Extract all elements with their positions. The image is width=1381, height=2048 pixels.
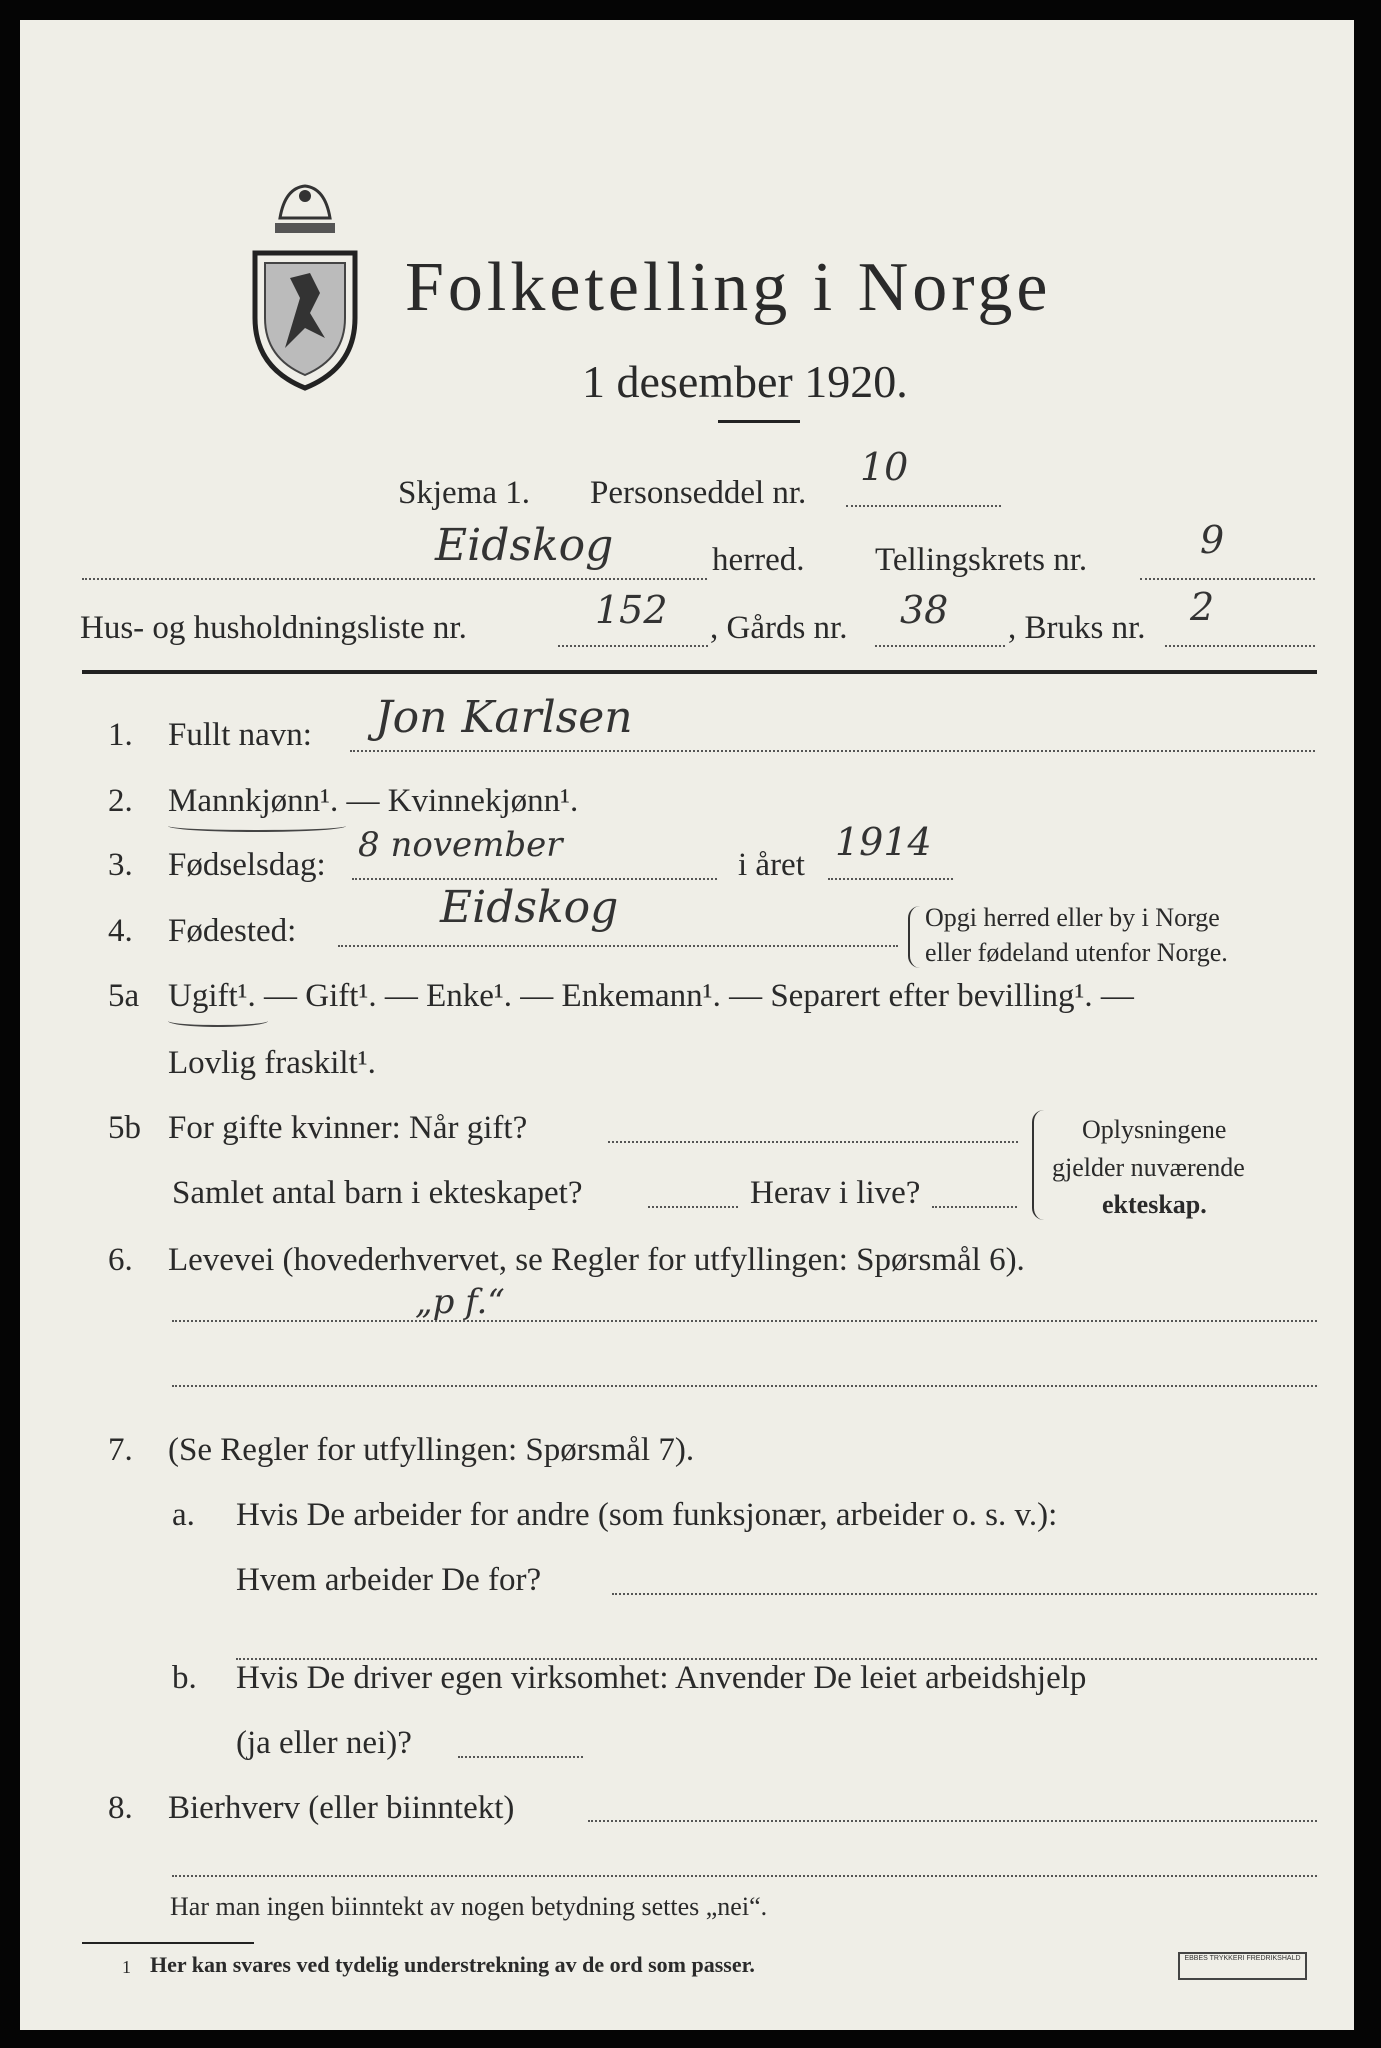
gards-line <box>875 645 1005 647</box>
q5a-number: 5a <box>108 978 140 1014</box>
q4-line <box>338 945 898 947</box>
hus-value[interactable]: 152 <box>595 588 668 632</box>
q4-note-line1: Opgi herred eller by i Norge <box>925 903 1220 932</box>
q3-label: Fødselsdag: <box>168 847 326 883</box>
bruks-line <box>1165 645 1315 647</box>
footer-note: Har man ingen biinntekt av nogen betydning settes „nei“. <box>170 1892 768 1921</box>
q5b-note-line1: Oplysningene <box>1082 1115 1227 1144</box>
q6-value[interactable]: „p f.“ <box>415 1282 505 1322</box>
q8-number: 8. <box>108 1790 133 1826</box>
gards-value[interactable]: 38 <box>900 588 949 632</box>
q2-number: 2. <box>108 783 133 819</box>
q7a-label: Hvis De arbeider for andre (som funksjonær, arbeider o. s. v.): <box>236 1497 1058 1533</box>
q5b-alive-line <box>932 1206 1017 1208</box>
q1-label: Fullt navn: <box>168 717 312 753</box>
q4-note-line2: eller fødeland utenfor Norge. <box>925 938 1228 967</box>
q5a-options-line2[interactable]: Lovlig fraskilt¹. <box>168 1045 376 1081</box>
personseddel-label: Personseddel nr. <box>590 475 807 511</box>
bruks-value[interactable]: 2 <box>1190 585 1215 629</box>
q3-year-line <box>828 878 953 880</box>
title-divider <box>718 420 800 423</box>
q7-label: (Se Regler for utfyllingen: Spørsmål 7). <box>168 1432 695 1468</box>
footnote-mark: 1 <box>122 1957 131 1977</box>
q4-label: Fødested: <box>168 913 297 949</box>
tellingskrets-line <box>1140 578 1315 580</box>
q6-line1 <box>172 1320 1317 1322</box>
q5b-note-brace <box>1032 1110 1046 1220</box>
q5b-note-line2: gjelder nuværende <box>1052 1153 1245 1182</box>
q5b-label: For gifte kvinner: Når gift? <box>168 1110 528 1146</box>
tellingskrets-value[interactable]: 9 <box>1200 518 1225 562</box>
q4-note-brace <box>908 906 920 968</box>
q1-value[interactable]: Jon Karlsen <box>375 692 633 743</box>
q3-year-value[interactable]: 1914 <box>835 820 932 864</box>
q5b-children-line <box>648 1206 738 1208</box>
personseddel-line <box>846 505 1001 507</box>
q1-line <box>350 750 1315 752</box>
q6-number: 6. <box>108 1242 133 1278</box>
header-rule <box>82 670 1317 674</box>
q5b-married-line <box>608 1141 1018 1143</box>
q3-line <box>352 878 717 880</box>
herred-value[interactable]: Eidskog <box>435 520 614 571</box>
footnote-rule <box>82 1942 254 1944</box>
herred-line <box>82 578 707 580</box>
skjema-label: Skjema 1. <box>398 475 530 511</box>
printer-stamp-text: EBBES TRYKKERI FREDRIKSHALD <box>1184 1955 1301 1962</box>
q4-number: 4. <box>108 913 133 949</box>
census-form <box>20 20 1354 2030</box>
q7a-letter: a. <box>172 1497 195 1533</box>
q6-line2 <box>172 1385 1317 1387</box>
q1-number: 1. <box>108 717 133 753</box>
tellingskrets-label: Tellingskrets nr. <box>875 542 1088 578</box>
q7-number: 7. <box>108 1432 133 1468</box>
q7a-employer-label: Hvem arbeider De for? <box>236 1562 542 1598</box>
gards-label: , Gårds nr. <box>710 610 848 646</box>
hus-label: Hus- og husholdningsliste nr. <box>80 610 467 646</box>
q7a-employer-line <box>612 1593 1317 1595</box>
q5b-alive-label: Herav i live? <box>750 1175 921 1211</box>
q7b-answer-label: (ja eller nei)? <box>236 1725 412 1761</box>
census-date: 1 desember 1920. <box>582 356 908 407</box>
q2-options[interactable]: Mannkjønn¹. — Kvinnekjønn¹. <box>168 783 579 819</box>
q7b-label: Hvis De driver egen virksomhet: Anvender De leiet arbeidshjelp <box>236 1660 1087 1696</box>
herred-label: herred. <box>712 542 805 578</box>
form-title: Folketelling i Norge <box>405 249 1052 326</box>
q5b-note-line3: ekteskap. <box>1102 1190 1207 1219</box>
footnote-text: Her kan svares ved tydelig understrekning av de ord som passer. <box>150 1952 755 1977</box>
q6-label: Levevei (hovederhvervet, se Regler for utfyllingen: Spørsmål 6). <box>168 1242 1025 1278</box>
q5a-options[interactable]: Ugift¹. — Gift¹. — Enke¹. — Enkemann¹. — Separert efter bevilling¹. — <box>168 978 1134 1014</box>
q5b-children-label: Samlet antal barn i ekteskapet? <box>172 1175 583 1211</box>
hus-line <box>558 645 708 647</box>
q3-year-label: i året <box>738 847 805 883</box>
printer-stamp <box>1178 1952 1307 1980</box>
q5b-number: 5b <box>108 1110 141 1146</box>
q5a-underline-mark <box>168 1015 268 1027</box>
coat-of-arms-icon <box>240 178 370 393</box>
q7b-letter: b. <box>172 1660 197 1696</box>
q4-value[interactable]: Eidskog <box>440 882 619 933</box>
q3-number: 3. <box>108 847 133 883</box>
q8-line1 <box>588 1820 1317 1822</box>
personseddel-value[interactable]: 10 <box>860 445 909 489</box>
q8-label: Bierhverv (eller biinntekt) <box>168 1790 515 1826</box>
q3-value[interactable]: 8 november <box>358 825 563 865</box>
bruks-label: , Bruks nr. <box>1008 610 1146 646</box>
q7b-answer-line <box>458 1756 583 1758</box>
q8-line2 <box>172 1875 1317 1877</box>
q2-underline-mark <box>168 820 346 832</box>
